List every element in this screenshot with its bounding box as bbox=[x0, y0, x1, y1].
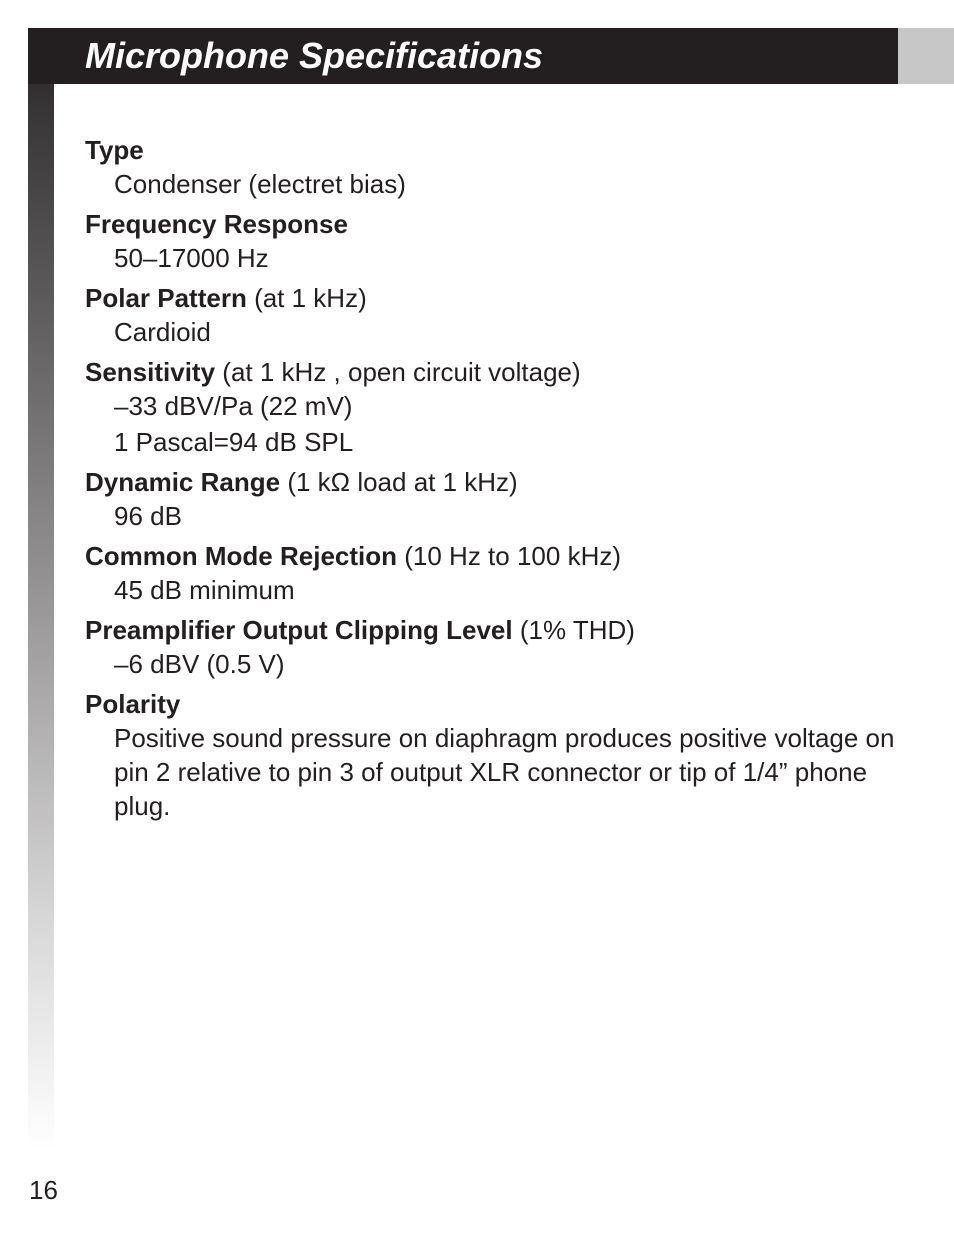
spec-heading bbox=[85, 355, 905, 389]
spec-qualifier: (at 1 kHz) bbox=[254, 283, 367, 313]
spec-value: 96 dB bbox=[114, 501, 182, 531]
spec-qualifier: (at 1 kHz , open circuit voltage) bbox=[222, 357, 581, 387]
spec-heading bbox=[85, 133, 905, 167]
spec-value: –33 dBV/Pa (22 mV) bbox=[114, 391, 353, 421]
spec-polar-pattern bbox=[85, 281, 905, 349]
spec-dynamic-range bbox=[85, 465, 905, 533]
spec-label: Polar Pattern bbox=[85, 283, 247, 313]
spec-value: Cardioid bbox=[114, 317, 211, 347]
page-number: 16 bbox=[29, 1175, 58, 1205]
spec-value: –6 dBV (0.5 V) bbox=[114, 649, 285, 679]
spec-value: 50–17000 Hz bbox=[114, 243, 269, 273]
spec-list bbox=[85, 133, 905, 829]
spec-label: Preamplifier Output Clipping Level bbox=[85, 615, 513, 645]
spec-value: Condenser (electret bias) bbox=[114, 169, 406, 199]
spec-heading bbox=[85, 281, 905, 315]
spec-heading bbox=[85, 207, 905, 241]
spec-qualifier: (10 Hz to 100 kHz) bbox=[404, 541, 621, 571]
spec-common-mode-rejection bbox=[85, 539, 905, 607]
spec-value: 45 dB minimum bbox=[114, 575, 295, 605]
spec-label: Type bbox=[85, 135, 144, 165]
spec-label: Polarity bbox=[85, 689, 181, 719]
spec-qualifier: (1% THD) bbox=[519, 615, 635, 645]
side-gradient-bar bbox=[28, 28, 54, 1150]
spec-value: 1 Pascal=94 dB SPL bbox=[114, 427, 354, 457]
spec-frequency-response bbox=[85, 207, 905, 275]
spec-label: Dynamic Range bbox=[85, 467, 281, 497]
spec-sensitivity bbox=[85, 355, 905, 459]
page-title: Microphone Specifications bbox=[85, 35, 544, 76]
spec-heading bbox=[85, 613, 905, 647]
spec-label: Frequency Response bbox=[85, 209, 348, 239]
spec-heading bbox=[85, 539, 905, 573]
spec-label: Sensitivity bbox=[85, 357, 216, 387]
spec-polarity bbox=[85, 687, 905, 823]
spec-preamp-clipping-level bbox=[85, 613, 905, 681]
spec-type bbox=[85, 133, 905, 201]
spec-heading bbox=[85, 687, 905, 721]
spec-label: Common Mode Rejection bbox=[85, 541, 398, 571]
spec-qualifier: (1 kΩ load at 1 kHz) bbox=[287, 467, 518, 497]
spec-heading bbox=[85, 465, 905, 499]
header-tab bbox=[898, 28, 954, 84]
spec-value: Positive sound pressure on diaphragm produces positive voltage on pin 2 relative to pin 3 of output XLR connector or tip of 1/4” phone plug. bbox=[114, 723, 895, 821]
